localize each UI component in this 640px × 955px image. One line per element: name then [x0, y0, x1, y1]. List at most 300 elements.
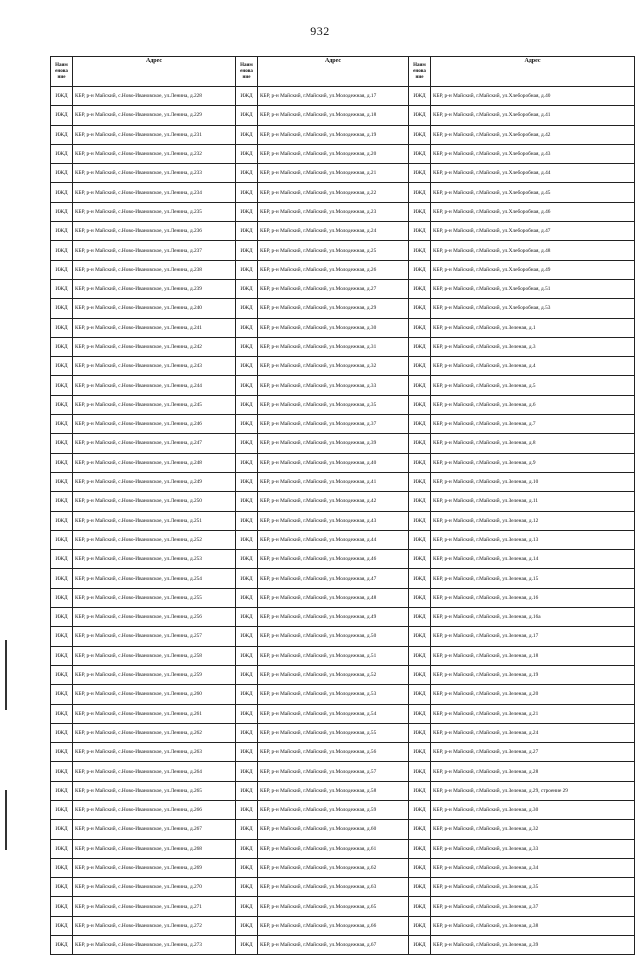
- address-cell: КБР, р-н Майский, г.Майский, ул.Зеленая, д.15: [431, 569, 635, 588]
- address-cell: КБР, р-н Майский, с.Ново-Ивановское, ул.Ленина, д.236: [73, 222, 236, 241]
- address-cell: КБР, р-н Майский, г.Майский, ул.Молодежная, д.48: [258, 588, 409, 607]
- object-type-cell: ИЖД: [51, 665, 73, 684]
- address-cell: КБР, р-н Майский, с.Ново-Ивановское, ул.Ленина, д.233: [73, 164, 236, 183]
- object-type-cell: ИЖД: [409, 685, 431, 704]
- address-cell: КБР, р-н Майский, г.Майский, ул.Молодежная, д.57: [258, 762, 409, 781]
- address-cell: КБР, р-н Майский, с.Ново-Ивановское, ул.Ленина, д.253: [73, 550, 236, 569]
- address-cell: КБР, р-н Майский, г.Майский, ул.Зеленая, д.18: [431, 646, 635, 665]
- address-cell: КБР, р-н Майский, с.Ново-Ивановское, ул.Ленина, д.248: [73, 453, 236, 472]
- address-cell: КБР, р-н Майский, г.Майский, ул.Молодежная, д.40: [258, 453, 409, 472]
- object-type-cell: ИЖД: [51, 376, 73, 395]
- address-cell: КБР, р-н Майский, с.Ново-Ивановское, ул.Ленина, д.256: [73, 608, 236, 627]
- address-cell: КБР, р-н Майский, с.Ново-Ивановское, ул.Ленина, д.258: [73, 646, 236, 665]
- address-cell: КБР, р-н Майский, г.Майский, ул.Молодежная, д.50: [258, 627, 409, 646]
- address-cell: КБР, р-н Майский, с.Ново-Ивановское, ул.Ленина, д.228: [73, 87, 236, 106]
- address-cell: КБР, р-н Майский, г.Майский, ул.Зеленая, д.39: [431, 936, 635, 955]
- address-cell: КБР, р-н Майский, г.Майский, ул.Зеленая, д.32: [431, 820, 635, 839]
- address-cell: КБР, р-н Майский, с.Ново-Ивановское, ул.Ленина, д.249: [73, 472, 236, 491]
- object-type-cell: ИЖД: [409, 202, 431, 221]
- address-cell: КБР, р-н Майский, г.Майский, ул.Зеленая, д.29, строение 29: [431, 781, 635, 800]
- address-cell: КБР, р-н Майский, г.Майский, ул.Зеленая, д.12: [431, 511, 635, 530]
- table-row: [51, 357, 635, 376]
- table-row: [51, 395, 635, 414]
- table-row: [51, 685, 635, 704]
- address-cell: КБР, р-н Майский, г.Майский, ул.Молодежная, д.51: [258, 646, 409, 665]
- object-type-cell: ИЖД: [51, 357, 73, 376]
- address-cell: КБР, р-н Майский, г.Майский, ул.Зеленая, д.35: [431, 878, 635, 897]
- table-row: [51, 743, 635, 762]
- address-cell: КБР, р-н Майский, г.Майский, ул.Молодежная, д.60: [258, 820, 409, 839]
- object-type-cell: ИЖД: [51, 472, 73, 491]
- table-row: [51, 472, 635, 491]
- address-cell: КБР, р-н Майский, г.Майский, ул.Зеленая, д.34: [431, 858, 635, 877]
- table-row: [51, 279, 635, 298]
- address-cell: КБР, р-н Майский, с.Ново-Ивановское, ул.Ленина, д.266: [73, 800, 236, 819]
- object-type-cell: ИЖД: [409, 704, 431, 723]
- object-type-cell: ИЖД: [51, 820, 73, 839]
- address-cell: КБР, р-н Майский, с.Ново-Ивановское, ул.Ленина, д.261: [73, 704, 236, 723]
- object-type-cell: ИЖД: [409, 222, 431, 241]
- object-type-cell: ИЖД: [236, 125, 258, 144]
- address-cell: КБР, р-н Майский, г.Майский, ул.Зеленая, д.27: [431, 743, 635, 762]
- object-type-cell: ИЖД: [236, 723, 258, 742]
- address-cell: КБР, р-н Майский, с.Ново-Ивановское, ул.Ленина, д.265: [73, 781, 236, 800]
- address-cell: КБР, р-н Майский, с.Ново-Ивановское, ул.Ленина, д.259: [73, 665, 236, 684]
- address-cell: КБР, р-н Майский, г.Майский, ул.Молодежная, д.61: [258, 839, 409, 858]
- object-type-cell: ИЖД: [51, 800, 73, 819]
- object-type-cell: ИЖД: [236, 337, 258, 356]
- address-cell: КБР, р-н Майский, г.Майский, ул.Зеленая, д.20: [431, 685, 635, 704]
- object-type-cell: ИЖД: [236, 376, 258, 395]
- table-row: [51, 376, 635, 395]
- object-type-cell: ИЖД: [236, 858, 258, 877]
- object-type-cell: ИЖД: [236, 183, 258, 202]
- object-type-cell: ИЖД: [236, 260, 258, 279]
- address-cell: КБР, р-н Майский, с.Ново-Ивановское, ул.Ленина, д.260: [73, 685, 236, 704]
- address-cell: КБР, р-н Майский, г.Майский, ул.Зеленая, д.14: [431, 550, 635, 569]
- object-type-cell: ИЖД: [236, 665, 258, 684]
- object-type-cell: ИЖД: [409, 627, 431, 646]
- object-type-cell: ИЖД: [236, 318, 258, 337]
- object-type-cell: ИЖД: [236, 299, 258, 318]
- address-cell: КБР, р-н Майский, с.Ново-Ивановское, ул.Ленина, д.263: [73, 743, 236, 762]
- address-cell: КБР, р-н Майский, г.Майский, ул.Молодежная, д.39: [258, 434, 409, 453]
- address-cell: КБР, р-н Майский, г.Майский, ул.Хлеборобная, д.42: [431, 125, 635, 144]
- object-type-cell: ИЖД: [236, 434, 258, 453]
- object-type-cell: ИЖД: [409, 183, 431, 202]
- object-type-cell: ИЖД: [51, 260, 73, 279]
- table-row: [51, 492, 635, 511]
- address-cell: КБР, р-н Майский, с.Ново-Ивановское, ул.Ленина, д.255: [73, 588, 236, 607]
- object-type-cell: ИЖД: [51, 936, 73, 955]
- address-cell: КБР, р-н Майский, г.Майский, ул.Зеленая, д.24: [431, 723, 635, 742]
- object-type-cell: ИЖД: [51, 743, 73, 762]
- object-type-cell: ИЖД: [409, 897, 431, 916]
- object-type-cell: ИЖД: [236, 704, 258, 723]
- address-cell: КБР, р-н Майский, г.Майский, ул.Молодежная, д.19: [258, 125, 409, 144]
- object-type-cell: ИЖД: [409, 781, 431, 800]
- address-column-header: Адрес: [431, 57, 635, 87]
- object-type-cell: ИЖД: [236, 453, 258, 472]
- object-type-cell: ИЖД: [51, 704, 73, 723]
- object-type-cell: ИЖД: [51, 106, 73, 125]
- object-type-cell: ИЖД: [236, 588, 258, 607]
- address-cell: КБР, р-н Майский, г.Майский, ул.Молодежная, д.59: [258, 800, 409, 819]
- address-cell: КБР, р-н Майский, г.Майский, ул.Зеленая, д.19: [431, 665, 635, 684]
- object-type-cell: ИЖД: [51, 87, 73, 106]
- address-cell: КБР, р-н Майский, г.Майский, ул.Зеленая, д.3: [431, 337, 635, 356]
- table-row: [51, 222, 635, 241]
- object-type-cell: ИЖД: [51, 241, 73, 260]
- address-cell: КБР, р-н Майский, г.Майский, ул.Молодежная, д.55: [258, 723, 409, 742]
- object-type-cell: ИЖД: [51, 511, 73, 530]
- table-row: [51, 704, 635, 723]
- object-type-cell: ИЖД: [236, 608, 258, 627]
- address-cell: КБР, р-н Майский, г.Майский, ул.Молодежная, д.49: [258, 608, 409, 627]
- table-row: [51, 337, 635, 356]
- object-type-cell: ИЖД: [51, 318, 73, 337]
- table-row: [51, 125, 635, 144]
- address-cell: КБР, р-н Майский, г.Майский, ул.Зеленая, д.6: [431, 395, 635, 414]
- object-type-cell: ИЖД: [236, 569, 258, 588]
- address-cell: КБР, р-н Майский, с.Ново-Ивановское, ул.Ленина, д.231: [73, 125, 236, 144]
- object-type-cell: ИЖД: [236, 878, 258, 897]
- table-row: [51, 858, 635, 877]
- table-row: [51, 453, 635, 472]
- object-type-cell: ИЖД: [51, 588, 73, 607]
- object-type-cell: ИЖД: [51, 492, 73, 511]
- type-column-header: Наим енова ние: [409, 57, 431, 87]
- address-cell: КБР, р-н Майский, г.Майский, ул.Зеленая, д.17: [431, 627, 635, 646]
- object-type-cell: ИЖД: [236, 395, 258, 414]
- address-cell: КБР, р-н Майский, г.Майский, ул.Хлеборобная, д.44: [431, 164, 635, 183]
- table-row: [51, 762, 635, 781]
- object-type-cell: ИЖД: [409, 87, 431, 106]
- address-cell: КБР, р-н Майский, г.Майский, ул.Молодежная, д.67: [258, 936, 409, 955]
- address-cell: КБР, р-н Майский, г.Майский, ул.Зеленая, д.7: [431, 415, 635, 434]
- address-cell: КБР, р-н Майский, г.Майский, ул.Молодежная, д.42: [258, 492, 409, 511]
- table-row: [51, 665, 635, 684]
- scan-edge-mark: [5, 640, 7, 710]
- address-cell: КБР, р-н Майский, с.Ново-Ивановское, ул.Ленина, д.272: [73, 916, 236, 935]
- object-type-cell: ИЖД: [51, 627, 73, 646]
- address-cell: КБР, р-н Майский, с.Ново-Ивановское, ул.Ленина, д.239: [73, 279, 236, 298]
- object-type-cell: ИЖД: [409, 916, 431, 935]
- object-type-cell: ИЖД: [409, 106, 431, 125]
- address-cell: КБР, р-н Майский, г.Майский, ул.Зеленая, д.13: [431, 530, 635, 549]
- object-type-cell: ИЖД: [236, 492, 258, 511]
- address-cell: КБР, р-н Майский, с.Ново-Ивановское, ул.Ленина, д.264: [73, 762, 236, 781]
- table-row: [51, 897, 635, 916]
- object-type-cell: ИЖД: [51, 299, 73, 318]
- object-type-cell: ИЖД: [236, 800, 258, 819]
- address-cell: КБР, р-н Майский, г.Майский, ул.Молодежная, д.35: [258, 395, 409, 414]
- object-type-cell: ИЖД: [51, 183, 73, 202]
- address-cell: КБР, р-н Майский, с.Ново-Ивановское, ул.Ленина, д.238: [73, 260, 236, 279]
- address-cell: КБР, р-н Майский, г.Майский, ул.Молодежная, д.21: [258, 164, 409, 183]
- type-column-header: Наим енова ние: [51, 57, 73, 87]
- object-type-cell: ИЖД: [409, 762, 431, 781]
- table-row: [51, 588, 635, 607]
- address-cell: КБР, р-н Майский, с.Ново-Ивановское, ул.Ленина, д.262: [73, 723, 236, 742]
- object-type-cell: ИЖД: [51, 279, 73, 298]
- address-cell: КБР, р-н Майский, с.Ново-Ивановское, ул.Ленина, д.237: [73, 241, 236, 260]
- address-cell: КБР, р-н Майский, г.Майский, ул.Молодежная, д.23: [258, 202, 409, 221]
- object-type-cell: ИЖД: [409, 511, 431, 530]
- object-type-cell: ИЖД: [236, 144, 258, 163]
- object-type-cell: ИЖД: [51, 781, 73, 800]
- address-cell: КБР, р-н Майский, г.Майский, ул.Молодежная, д.54: [258, 704, 409, 723]
- address-cell: КБР, р-н Майский, г.Майский, ул.Хлеборобная, д.51: [431, 279, 635, 298]
- table-row: [51, 569, 635, 588]
- address-cell: КБР, р-н Майский, г.Майский, ул.Хлеборобная, д.53: [431, 299, 635, 318]
- object-type-cell: ИЖД: [409, 858, 431, 877]
- address-cell: КБР, р-н Майский, с.Ново-Ивановское, ул.Ленина, д.243: [73, 357, 236, 376]
- address-cell: КБР, р-н Майский, г.Майский, ул.Молодежная, д.52: [258, 665, 409, 684]
- table-row: [51, 936, 635, 955]
- address-cell: КБР, р-н Майский, с.Ново-Ивановское, ул.Ленина, д.268: [73, 839, 236, 858]
- object-type-cell: ИЖД: [236, 936, 258, 955]
- address-cell: КБР, р-н Майский, г.Майский, ул.Молодежная, д.56: [258, 743, 409, 762]
- address-cell: КБР, р-н Майский, г.Майский, ул.Молодежная, д.44: [258, 530, 409, 549]
- address-cell: КБР, р-н Майский, г.Майский, ул.Хлеборобная, д.40: [431, 87, 635, 106]
- address-cell: КБР, р-н Майский, г.Майский, ул.Зеленая, д.5: [431, 376, 635, 395]
- address-cell: КБР, р-н Майский, с.Ново-Ивановское, ул.Ленина, д.241: [73, 318, 236, 337]
- object-type-cell: ИЖД: [236, 897, 258, 916]
- table-body: [51, 87, 635, 955]
- address-cell: КБР, р-н Майский, г.Майский, ул.Молодежная, д.17: [258, 87, 409, 106]
- object-type-cell: ИЖД: [51, 453, 73, 472]
- address-cell: КБР, р-н Майский, г.Майский, ул.Молодежная, д.29: [258, 299, 409, 318]
- object-type-cell: ИЖД: [409, 472, 431, 491]
- object-type-cell: ИЖД: [409, 569, 431, 588]
- address-cell: КБР, р-н Майский, г.Майский, ул.Молодежная, д.58: [258, 781, 409, 800]
- object-type-cell: ИЖД: [51, 222, 73, 241]
- object-type-cell: ИЖД: [409, 453, 431, 472]
- object-type-cell: ИЖД: [51, 685, 73, 704]
- address-cell: КБР, р-н Майский, г.Майский, ул.Хлеборобная, д.47: [431, 222, 635, 241]
- address-cell: КБР, р-н Майский, г.Майский, ул.Молодежная, д.32: [258, 357, 409, 376]
- table-row: [51, 878, 635, 897]
- address-cell: КБР, р-н Майский, г.Майский, ул.Молодежная, д.30: [258, 318, 409, 337]
- object-type-cell: ИЖД: [409, 588, 431, 607]
- object-type-cell: ИЖД: [51, 144, 73, 163]
- table-row: [51, 608, 635, 627]
- object-type-cell: ИЖД: [51, 916, 73, 935]
- address-cell: КБР, р-н Майский, с.Ново-Ивановское, ул.Ленина, д.245: [73, 395, 236, 414]
- address-cell: КБР, р-н Майский, с.Ново-Ивановское, ул.Ленина, д.232: [73, 144, 236, 163]
- table-row: [51, 550, 635, 569]
- address-cell: КБР, р-н Майский, г.Майский, ул.Зеленая, д.9: [431, 453, 635, 472]
- address-cell: КБР, р-н Майский, г.Майский, ул.Молодежная, д.43: [258, 511, 409, 530]
- address-cell: КБР, р-н Майский, с.Ново-Ивановское, ул.Ленина, д.267: [73, 820, 236, 839]
- object-type-cell: ИЖД: [409, 723, 431, 742]
- address-cell: КБР, р-н Майский, г.Майский, ул.Молодежная, д.20: [258, 144, 409, 163]
- object-type-cell: ИЖД: [409, 665, 431, 684]
- object-type-cell: ИЖД: [51, 395, 73, 414]
- table-row: [51, 839, 635, 858]
- address-cell: КБР, р-н Майский, г.Майский, ул.Молодежная, д.66: [258, 916, 409, 935]
- address-cell: КБР, р-н Майский, г.Майский, ул.Хлеборобная, д.48: [431, 241, 635, 260]
- address-cell: КБР, р-н Майский, с.Ново-Ивановское, ул.Ленина, д.234: [73, 183, 236, 202]
- object-type-cell: ИЖД: [51, 337, 73, 356]
- table-row: [51, 434, 635, 453]
- type-column-header: Наим енова ние: [236, 57, 258, 87]
- object-type-cell: ИЖД: [51, 839, 73, 858]
- table-row: [51, 820, 635, 839]
- object-type-cell: ИЖД: [409, 878, 431, 897]
- object-type-cell: ИЖД: [409, 279, 431, 298]
- object-type-cell: ИЖД: [409, 415, 431, 434]
- address-cell: КБР, р-н Майский, г.Майский, ул.Молодежная, д.26: [258, 260, 409, 279]
- object-type-cell: ИЖД: [409, 550, 431, 569]
- object-type-cell: ИЖД: [409, 395, 431, 414]
- address-cell: КБР, р-н Майский, г.Майский, ул.Молодежная, д.25: [258, 241, 409, 260]
- address-cell: КБР, р-н Майский, г.Майский, ул.Зеленая, д.37: [431, 897, 635, 916]
- address-cell: КБР, р-н Майский, г.Майский, ул.Молодежная, д.62: [258, 858, 409, 877]
- table-row: [51, 723, 635, 742]
- object-type-cell: ИЖД: [409, 376, 431, 395]
- address-cell: КБР, р-н Майский, г.Майский, ул.Зеленая, д.33: [431, 839, 635, 858]
- address-cell: КБР, р-н Майский, г.Майский, ул.Хлеборобная, д.45: [431, 183, 635, 202]
- address-cell: КБР, р-н Майский, с.Ново-Ивановское, ул.Ленина, д.252: [73, 530, 236, 549]
- object-type-cell: ИЖД: [409, 743, 431, 762]
- table-row: [51, 800, 635, 819]
- object-type-cell: ИЖД: [51, 569, 73, 588]
- object-type-cell: ИЖД: [51, 125, 73, 144]
- address-cell: КБР, р-н Майский, с.Ново-Ивановское, ул.Ленина, д.240: [73, 299, 236, 318]
- object-type-cell: ИЖД: [409, 839, 431, 858]
- object-type-cell: ИЖД: [236, 743, 258, 762]
- address-cell: КБР, р-н Майский, г.Майский, ул.Молодежная, д.41: [258, 472, 409, 491]
- address-column-header: Адрес: [73, 57, 236, 87]
- address-cell: КБР, р-н Майский, г.Майский, ул.Зеленая, д.16а: [431, 608, 635, 627]
- table-row: [51, 627, 635, 646]
- address-cell: КБР, р-н Майский, г.Майский, ул.Зеленая, д.30: [431, 800, 635, 819]
- object-type-cell: ИЖД: [236, 646, 258, 665]
- table-row: [51, 415, 635, 434]
- table-row: [51, 511, 635, 530]
- address-cell: КБР, р-н Майский, г.Майский, ул.Зеленая, д.28: [431, 762, 635, 781]
- scan-edge-mark: [5, 790, 7, 850]
- object-type-cell: ИЖД: [236, 357, 258, 376]
- object-type-cell: ИЖД: [51, 897, 73, 916]
- table-row: [51, 646, 635, 665]
- table-row: [51, 202, 635, 221]
- address-cell: КБР, р-н Майский, г.Майский, ул.Молодежная, д.47: [258, 569, 409, 588]
- address-cell: КБР, р-н Майский, с.Ново-Ивановское, ул.Ленина, д.250: [73, 492, 236, 511]
- address-cell: КБР, р-н Майский, г.Майский, ул.Зеленая, д.1: [431, 318, 635, 337]
- table-row: [51, 530, 635, 549]
- address-cell: КБР, р-н Майский, с.Ново-Ивановское, ул.Ленина, д.242: [73, 337, 236, 356]
- object-type-cell: ИЖД: [236, 627, 258, 646]
- address-registry-table: [50, 56, 635, 955]
- object-type-cell: ИЖД: [51, 202, 73, 221]
- table-row: [51, 144, 635, 163]
- object-type-cell: ИЖД: [236, 164, 258, 183]
- address-cell: КБР, р-н Майский, г.Майский, ул.Зеленая, д.8: [431, 434, 635, 453]
- object-type-cell: ИЖД: [51, 550, 73, 569]
- address-cell: КБР, р-н Майский, г.Майский, ул.Зеленая, д.10: [431, 472, 635, 491]
- table-row: [51, 318, 635, 337]
- object-type-cell: ИЖД: [51, 415, 73, 434]
- address-cell: КБР, р-н Майский, г.Майский, ул.Зеленая, д.11: [431, 492, 635, 511]
- object-type-cell: ИЖД: [236, 279, 258, 298]
- address-column-header: Адрес: [258, 57, 409, 87]
- object-type-cell: ИЖД: [236, 530, 258, 549]
- table-row: [51, 916, 635, 935]
- address-cell: КБР, р-н Майский, с.Ново-Ивановское, ул.Ленина, д.257: [73, 627, 236, 646]
- table-header-row: [51, 57, 635, 87]
- object-type-cell: ИЖД: [51, 878, 73, 897]
- address-cell: КБР, р-н Майский, с.Ново-Ивановское, ул.Ленина, д.251: [73, 511, 236, 530]
- table-row: [51, 87, 635, 106]
- table-row: [51, 106, 635, 125]
- object-type-cell: ИЖД: [409, 260, 431, 279]
- object-type-cell: ИЖД: [236, 472, 258, 491]
- object-type-cell: ИЖД: [51, 762, 73, 781]
- address-cell: КБР, р-н Майский, г.Майский, ул.Хлеборобная, д.49: [431, 260, 635, 279]
- object-type-cell: ИЖД: [236, 415, 258, 434]
- address-cell: КБР, р-н Майский, г.Майский, ул.Молодежная, д.63: [258, 878, 409, 897]
- address-cell: КБР, р-н Майский, с.Ново-Ивановское, ул.Ленина, д.244: [73, 376, 236, 395]
- object-type-cell: ИЖД: [236, 550, 258, 569]
- object-type-cell: ИЖД: [409, 608, 431, 627]
- address-cell: КБР, р-н Майский, г.Майский, ул.Зеленая, д.16: [431, 588, 635, 607]
- address-cell: КБР, р-н Майский, с.Ново-Ивановское, ул.Ленина, д.247: [73, 434, 236, 453]
- address-cell: КБР, р-н Майский, г.Майский, ул.Зеленая, д.4: [431, 357, 635, 376]
- object-type-cell: ИЖД: [409, 318, 431, 337]
- object-type-cell: ИЖД: [51, 723, 73, 742]
- object-type-cell: ИЖД: [409, 357, 431, 376]
- table-row: [51, 183, 635, 202]
- object-type-cell: ИЖД: [51, 530, 73, 549]
- object-type-cell: ИЖД: [51, 646, 73, 665]
- address-cell: КБР, р-н Майский, г.Майский, ул.Хлеборобная, д.46: [431, 202, 635, 221]
- table-row: [51, 164, 635, 183]
- object-type-cell: ИЖД: [236, 106, 258, 125]
- object-type-cell: ИЖД: [409, 492, 431, 511]
- object-type-cell: ИЖД: [236, 839, 258, 858]
- object-type-cell: ИЖД: [409, 125, 431, 144]
- object-type-cell: ИЖД: [409, 646, 431, 665]
- object-type-cell: ИЖД: [236, 820, 258, 839]
- object-type-cell: ИЖД: [236, 781, 258, 800]
- object-type-cell: ИЖД: [236, 762, 258, 781]
- object-type-cell: ИЖД: [51, 164, 73, 183]
- object-type-cell: ИЖД: [409, 820, 431, 839]
- object-type-cell: ИЖД: [236, 685, 258, 704]
- object-type-cell: ИЖД: [409, 800, 431, 819]
- address-cell: КБР, р-н Майский, с.Ново-Ивановское, ул.Ленина, д.271: [73, 897, 236, 916]
- object-type-cell: ИЖД: [409, 299, 431, 318]
- address-cell: КБР, р-н Майский, г.Майский, ул.Молодежная, д.27: [258, 279, 409, 298]
- page-number: 932: [310, 24, 330, 38]
- address-cell: КБР, р-н Майский, с.Ново-Ивановское, ул.Ленина, д.269: [73, 858, 236, 877]
- address-cell: КБР, р-н Майский, с.Ново-Ивановское, ул.Ленина, д.235: [73, 202, 236, 221]
- object-type-cell: ИЖД: [409, 144, 431, 163]
- address-cell: КБР, р-н Майский, г.Майский, ул.Молодежная, д.31: [258, 337, 409, 356]
- table-row: [51, 241, 635, 260]
- address-cell: КБР, р-н Майский, г.Майский, ул.Молодежная, д.53: [258, 685, 409, 704]
- address-cell: КБР, р-н Майский, г.Майский, ул.Зеленая, д.38: [431, 916, 635, 935]
- object-type-cell: ИЖД: [236, 87, 258, 106]
- object-type-cell: ИЖД: [409, 164, 431, 183]
- table-row: [51, 299, 635, 318]
- object-type-cell: ИЖД: [409, 936, 431, 955]
- address-cell: КБР, р-н Майский, г.Майский, ул.Молодежная, д.18: [258, 106, 409, 125]
- address-cell: КБР, р-н Майский, г.Майский, ул.Зеленая, д.21: [431, 704, 635, 723]
